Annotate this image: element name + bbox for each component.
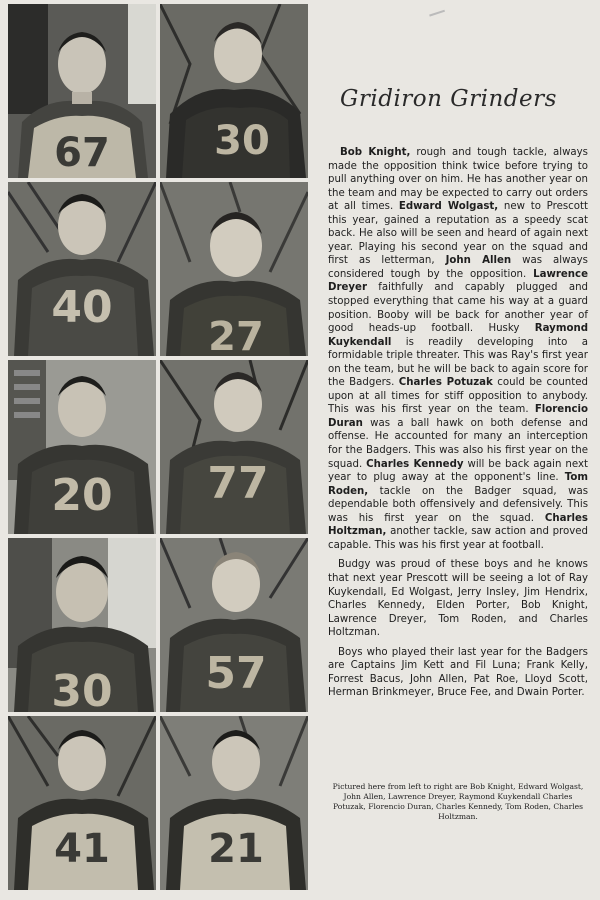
player-name: Lawrence Dreyer (328, 268, 588, 294)
article-text: will be back again next year to plug away at the opponent's line. (328, 458, 588, 484)
player-name: Charles Kennedy (366, 458, 464, 470)
jersey-number: 67 (54, 130, 110, 176)
article-paragraph-1 (328, 146, 588, 552)
page-title: Gridiron Grinders (340, 86, 557, 112)
player-name: Tom Roden, (328, 472, 588, 497)
article-text: is readily developing into a formidable triple threater. This was Ray's first year on the team, but he will be back to again score for the Badgers. (328, 336, 588, 389)
article-paragraph-2: Budgy was proud of these boys and he knows that next year Prescott will be seeing a lot of Ray Kuykendall, Ed Wolgast, Jerry Insley, Jim Hendrix, Charles Kennedy, Elden Porter, Bob Knight, Lawrence Dreyer, Tom Roden, and Charles Holtzman. (328, 559, 588, 639)
player-photo-3 (8, 182, 156, 356)
jersey-number: 27 (208, 314, 264, 356)
article-text: new to Prescott this year, gained a reputation as a speedy scat back. He also will be seen and heard of again next year. Playing his second year on the squad and first as letterman, (328, 201, 588, 267)
player-name: Charles Holtzman, (328, 512, 588, 538)
player-name: Raymond Kuykendall (328, 323, 588, 348)
player-photo-1 (8, 4, 156, 178)
jersey-number: 77 (207, 458, 269, 509)
article-text: could be counted upon at all times for stiff opposition to anybody. This was his first year on the team. (328, 377, 588, 416)
article-text: was a ball hawk on both defense and offense. He accounted for many an interception for the Badgers. This was also his first year on the squad. (328, 417, 588, 470)
jersey-number: 30 (51, 666, 113, 712)
photo-caption: Pictured here from left to right are Bob Knight, Edward Wolgast, John Allen, Lawrence Dreyer, Raymond Kuykendall Charles Potuzak, Florencio Duran, Charles Kennedy, Tom Roden, Charles Holtzman. (332, 782, 584, 821)
jersey-number: 21 (208, 826, 264, 872)
article-text: tackle on the Badger squad, was dependable both offensively and defensively. This was his first year on the squad. (328, 485, 588, 524)
player-photo-6 (160, 360, 308, 534)
article-body (328, 146, 588, 706)
article-text: rough and tough tackle, always made the opposition think twice before trying to pull anything over on him. He has another year on the team and may be expected to carry out orders at all times. (328, 147, 588, 213)
player-name: Charles Potuzak (398, 377, 493, 389)
player-photo-5 (8, 360, 156, 534)
photo-grid (8, 4, 306, 884)
jersey-number: 41 (54, 826, 110, 872)
player-photo-7 (8, 538, 156, 712)
jersey-number: 57 (205, 648, 267, 699)
player-photo-2 (160, 4, 308, 178)
article-text: faithfully and capably plugged and stopped everything that came his way at a guard position. Booby will be back for another year of good heads-up football. Husky (328, 282, 588, 335)
player-photo-9 (8, 716, 156, 890)
player-photo-8 (160, 538, 308, 712)
player-photo-4 (160, 182, 308, 356)
article-paragraph-3: Boys who played their last year for the Badgers are Captains Jim Kett and Fil Luna; Frank Kelly, Forrest Bacus, John Allen, Pat Roe, Lloyd Scott, Herman Brinkmeyer, Bruce Fee, and Dwain Porter. (328, 646, 588, 699)
jersey-number: 20 (51, 470, 113, 521)
article-text: another tackle, saw action and proved capable. This was his first year at football. (328, 526, 588, 551)
jersey-number: 30 (214, 118, 270, 164)
player-name: Bob Knight, (340, 147, 411, 158)
player-name: Florencio Duran (328, 404, 588, 429)
pencil-mark (429, 10, 447, 23)
player-photo-10 (160, 716, 308, 890)
article-text: was always considered tough by the opposition. (328, 255, 588, 280)
jersey-number: 40 (51, 282, 113, 333)
player-name: Edward Wolgast, (398, 201, 499, 213)
player-name: John Allen (445, 255, 512, 267)
